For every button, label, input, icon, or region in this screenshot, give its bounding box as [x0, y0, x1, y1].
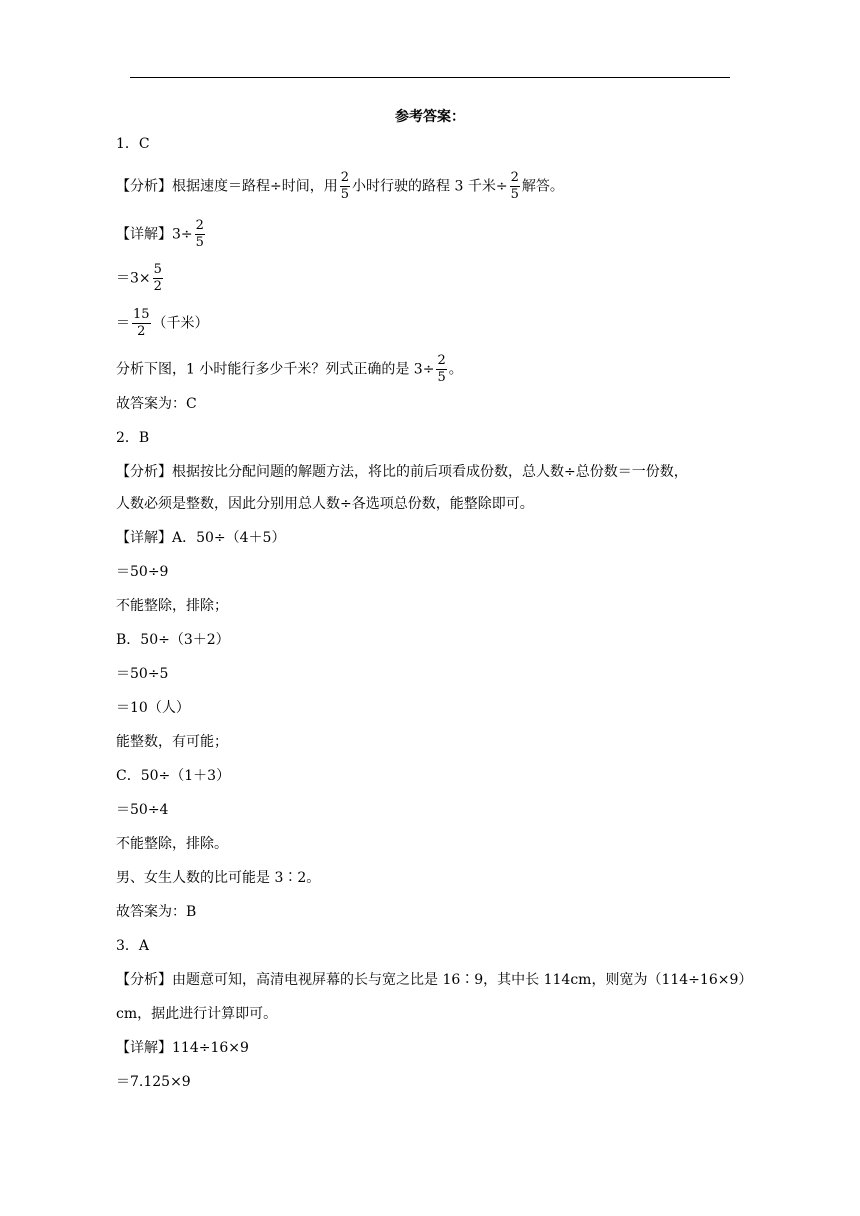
q1-step1-fraction: $\frac{5}{2}$ — [153, 262, 162, 294]
q2-detail-line: C．50÷（1＋3） — [116, 768, 231, 784]
q1-analysis-fraction: $\frac{2}{5}$ — [340, 170, 350, 202]
q1-step1-text: ＝3× — [116, 270, 151, 287]
q3-analysis-line2: cm，据此进行计算即可。 — [116, 1006, 278, 1022]
q2-analysis-line2: 人数必须是整数，因此分别用总人数÷各选项总份数，能整除即可。 — [116, 496, 534, 512]
q1-detail-text: 【详解】3÷ — [116, 226, 193, 243]
q2-detail-line: 能整数，有可能； — [116, 734, 228, 750]
q1-analysis-text-b: 小时行驶的路程 3 千米÷ — [352, 178, 508, 195]
q2-analysis-line1: 【分析】根据按比分配问题的解题方法，将比的前后项看成份数，总人数÷总份数＝一份数， — [116, 464, 688, 480]
q1-analysis-fraction-2: $\frac{2}{5}$ — [510, 170, 519, 202]
q1-step2-unit: （千米） — [152, 315, 209, 332]
q2-conclusion: 男、女生人数的比可能是 3∶2。 — [116, 870, 321, 886]
page-title: 参考答案： — [395, 109, 465, 125]
q3-analysis-line1: 【分析】由题意可知，高清电视屏幕的长与宽之比是 16∶9，其中长 114cm，则宽为（114÷16×9） — [116, 972, 753, 988]
q2-final: 故答案为：B — [116, 904, 197, 920]
q1-analysis-text-c: 解答。 — [521, 178, 564, 195]
q3-answer: 3．A — [116, 938, 150, 954]
q1-summary-text-b: 。 — [448, 361, 463, 378]
q2-detail-line: 不能整除，排除； — [116, 598, 228, 614]
q3-detail: 【详解】114÷16×9 — [116, 1040, 249, 1056]
q1-step2-fraction: $\frac{15}{2}$ — [133, 307, 150, 339]
q2-detail-line: ＝50÷4 — [116, 802, 169, 818]
q1-final: 故答案为：C — [116, 396, 197, 412]
q1-summary-fraction: $\frac{2}{5}$ — [437, 353, 446, 385]
q1-detail-fraction: $\frac{2}{5}$ — [195, 218, 204, 250]
q2-detail-line: ＝50÷5 — [116, 666, 169, 682]
q2-detail-line: 【详解】A．50÷（4＋5） — [116, 530, 286, 546]
q1-analysis — [116, 171, 564, 202]
q1-step2-text: ＝ — [116, 315, 130, 332]
q1-detail — [116, 219, 207, 250]
q2-detail-line: ＝10（人） — [116, 700, 190, 716]
q2-detail-line: ＝50÷9 — [116, 564, 169, 580]
q2-answer: 2．B — [116, 430, 150, 446]
q1-summary — [116, 354, 463, 385]
q3-step1: ＝7.125×9 — [116, 1074, 191, 1090]
q1-step1 — [116, 263, 165, 294]
q1-step2 — [116, 308, 209, 339]
q2-detail-line: 不能整除，排除。 — [116, 836, 228, 852]
q2-detail-line: B．50÷（3＋2） — [116, 632, 230, 648]
q1-answer: 1．C — [116, 136, 150, 152]
q1-analysis-text-a: 【分析】根据速度＝路程÷时间，用 — [116, 178, 338, 195]
header-rule — [130, 77, 730, 78]
q1-summary-text-a: 分析下图，1 小时能行多少千米？列式正确的是 3÷ — [116, 361, 435, 378]
